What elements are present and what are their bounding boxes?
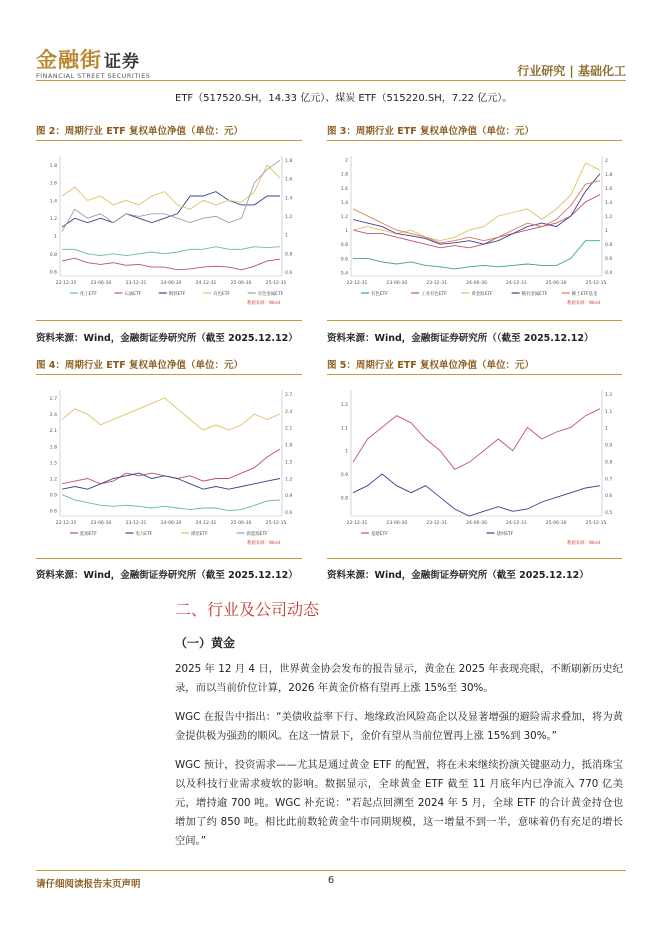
x-tick-label: 25-12-15 <box>585 521 607 526</box>
y-tick-label-left: 0.9 <box>340 473 348 478</box>
y-tick-label-left: 1.2 <box>340 215 348 220</box>
y-tick-label-right: 1 <box>605 229 608 234</box>
y-tick-label-left: 0.8 <box>340 496 348 502</box>
paragraph: 2025 年 12 月 4 日，世界黄金协会发布的报告显示，黄金在 2025 年表现亮眼，不断刷新历史纪录，而以当前价位计算，2026 年黄金价格有望再上涨 15%至 30%。 <box>175 663 623 694</box>
y-tick-label-right: 1.2 <box>285 215 293 220</box>
y-tick-label-right: 0.8 <box>605 243 613 248</box>
y-tick-label-left: 1.2 <box>49 477 57 483</box>
figure-5-caption: 图 5：周期行业 ETF 复权单位净值（单位：元） <box>327 360 534 371</box>
x-tick-label: 23-12-31 <box>426 521 448 526</box>
paragraph: WGC 预计，投资需求——尤其是通过黄金 ETF 的配置，将在未来继续扮演关键驱动力，抵消珠宝以及科技行业需求疲软的影响。数据显示，全球黄金 ETF 截至 11 月底年内已净流入 770 亿美元，增持逾 700 吨。WGC 补充说：“若起点回溯至 2024 年 5 月，全球 ETF 的合计黄金持仓也增加了约 850 吨。相比此前数轮黄金牛市同期规模，这一增量不到一半，意味着仍有充足的增长空间。” <box>175 759 623 847</box>
y-tick-label-left: 2.4 <box>49 413 57 419</box>
chart-note: 数据来源：Wind <box>567 541 600 546</box>
x-tick-label: 24-06-30 <box>160 281 182 286</box>
chart-note: 数据来源：Wind <box>247 541 280 546</box>
y-tick-label-right: 1.2 <box>285 477 293 483</box>
y-tick-label-left: 0.8 <box>340 243 348 249</box>
x-tick-label: 25-12-31 <box>265 281 287 286</box>
x-tick-label: 24-12-31 <box>505 521 527 526</box>
y-tick-label-right: 1.4 <box>285 196 293 202</box>
figure-3-source: 资料来源：Wind，金融街证券研究所（（截至 2025.12.12） <box>327 333 594 344</box>
y-tick-label-left: 1 <box>54 235 57 240</box>
x-tick-label: 25-06-30 <box>230 521 252 526</box>
y-tick-label-left: 1.6 <box>49 181 57 187</box>
legend-label: 有色ETF <box>371 292 388 297</box>
y-tick-label-left: 0.6 <box>49 270 57 276</box>
y-tick-label-right: 0.6 <box>285 271 293 276</box>
y-tick-label-right: 0.9 <box>605 443 613 449</box>
y-tick-label-left: 0.8 <box>49 252 57 258</box>
y-tick-label-right: 1.2 <box>605 393 613 398</box>
legend-label: 石油ETF <box>124 292 142 297</box>
source-rule <box>327 558 622 559</box>
y-tick-label-right: 0.9 <box>285 494 293 500</box>
y-tick-label-right: 1.6 <box>285 177 293 183</box>
y-tick-label-right: 1.5 <box>285 460 293 466</box>
company-logo <box>36 44 150 80</box>
y-tick-label-left: 1.2 <box>340 403 348 408</box>
y-tick-label-left: 1 <box>345 449 348 455</box>
y-tick-label-right: 1 <box>285 233 288 239</box>
y-tick-label-right: 1 <box>605 426 608 432</box>
figure-2-caption: 图 2：周期行业 ETF 复权单位净值（单位：元） <box>36 126 243 137</box>
y-tick-label-right: 1.8 <box>285 159 293 164</box>
figure-4-chart <box>36 382 302 546</box>
y-tick-label-left: 1.1 <box>340 426 348 432</box>
legend-label: 化工ETF <box>80 292 97 297</box>
x-tick-label: 25-12-15 <box>585 281 607 286</box>
y-tick-label-right: 0.6 <box>605 257 613 262</box>
y-tick-label-left: 0.6 <box>49 509 57 515</box>
y-tick-label-left: 1.4 <box>340 200 348 206</box>
series-line <box>353 241 600 269</box>
x-tick-label: 25-06-30 <box>545 281 567 286</box>
y-tick-label-right: 0.5 <box>605 511 613 516</box>
y-tick-label-left: 0.9 <box>49 493 57 499</box>
x-tick-label: 23-06-30 <box>386 281 408 286</box>
legend-label: 稀土ETF基金 <box>571 292 598 297</box>
y-tick-label-right: 0.4 <box>605 271 613 276</box>
figure-3-chart <box>327 148 622 306</box>
y-tick-label-right: 1.2 <box>605 215 613 220</box>
x-tick-label: 24-06-30 <box>466 281 487 286</box>
subsection-title: （一）黄金 <box>175 636 236 650</box>
y-tick-label-right: 1.8 <box>605 173 613 178</box>
legend-label: 有色ETF <box>213 292 230 297</box>
x-tick-label: 22-12-31 <box>346 281 368 286</box>
x-tick-label: 23-06-30 <box>90 521 112 526</box>
x-tick-label: 22-12-31 <box>55 521 77 526</box>
legend-label: 能源ETF <box>80 532 97 537</box>
y-tick-label-right: 2 <box>605 159 608 164</box>
series-line <box>353 181 600 243</box>
figure-4-source: 资料来源：Wind，金融街证券研究所（截至 2025.12.12） <box>36 570 298 581</box>
y-tick-label-left: 0.6 <box>340 257 348 263</box>
legend-label: 电力ETF <box>135 532 153 537</box>
legend-label: 建材ETF <box>496 532 514 537</box>
y-tick-label-left: 2 <box>345 158 348 164</box>
figure-2-source: 资料来源：Wind，金融街证券研究所（截至 2025.12.12） <box>36 333 298 344</box>
caption-rule <box>327 374 622 375</box>
y-tick-label-left: 1.8 <box>49 445 57 451</box>
x-tick-label: 24-12-31 <box>505 281 527 286</box>
x-tick-label: 24-06-30 <box>160 521 182 526</box>
y-tick-label-right: 0.8 <box>605 460 613 466</box>
legend-label: 基建ETF <box>371 532 388 537</box>
y-tick-label-right: 2.1 <box>285 426 293 432</box>
x-tick-label: 25-06-30 <box>230 281 252 286</box>
y-tick-label-right: 0.8 <box>285 252 293 258</box>
y-tick-label-right: 1.1 <box>605 409 613 415</box>
x-tick-label: 23-12-31 <box>426 281 448 286</box>
y-tick-label-right: 0.6 <box>285 511 293 516</box>
figure-5-source: 资料来源：Wind，金融街证券研究所（截至 2025.12.12） <box>327 570 589 581</box>
x-tick-label: 24-12-31 <box>195 281 217 286</box>
caption-rule <box>36 374 302 375</box>
logo-en: FINANCIAL STREET SECURITIES <box>36 73 151 80</box>
y-tick-label-left: 2.7 <box>49 397 57 403</box>
y-tick-label-left: 1.2 <box>49 217 57 223</box>
chart-note: 数据来源：Wind <box>567 301 600 306</box>
y-tick-label-left: 1.8 <box>49 163 57 169</box>
series-line <box>62 247 280 256</box>
y-tick-label-right: 2.7 <box>285 393 293 398</box>
header-divider <box>36 80 626 81</box>
page-number: 6 <box>327 875 335 886</box>
footer-disclaimer: 请仔细阅读报告末页声明 <box>36 879 141 890</box>
figure-3-caption: 图 3：周期行业 ETF 复权单位净值（单位：元） <box>327 126 534 137</box>
figure-4-caption: 图 4：周期行业 ETF 复权单位净值（单位：元） <box>36 360 243 371</box>
x-tick-label: 22-12-31 <box>55 281 77 286</box>
x-tick-label: 23-12-31 <box>125 521 147 526</box>
x-tick-label: 22-12-31 <box>346 521 368 526</box>
logo-cn: 金融街 <box>36 47 102 72</box>
series-line <box>62 398 280 430</box>
series-line <box>62 449 280 484</box>
x-tick-label: 23-06-30 <box>90 281 112 286</box>
x-tick-label: 25-12-15 <box>265 521 287 526</box>
series-line <box>62 258 280 270</box>
caption-rule <box>36 140 302 141</box>
series-line <box>353 409 600 470</box>
x-tick-label: 25-06-30 <box>545 521 567 526</box>
series-line <box>62 495 280 511</box>
y-tick-label-left: 0.4 <box>340 271 348 277</box>
paragraph: WGC 在报告中指出：“美债收益率下行、地缘政治风险高企以及显著增强的避险需求叠加，将为黄金提供极为强劲的顺风。在这一情景下，金价有望从当前位置再上涨 15%到 30%。” <box>175 711 623 742</box>
chart-note: 数据来源：Wind <box>247 301 280 306</box>
legend-label: 钢铁ETF <box>168 292 186 297</box>
source-rule <box>36 320 302 321</box>
top-paragraph: ETF（517520.SH，14.33 亿元）、煤炭 ETF（515220.SH，7.22 亿元）。 <box>175 93 513 104</box>
figure-5-chart <box>327 382 622 546</box>
series-line <box>353 474 600 516</box>
caption-rule <box>327 140 622 141</box>
header-section-label: 行业研究 | 基础化工 <box>517 64 626 78</box>
x-tick-label: 23-06-30 <box>386 521 408 526</box>
source-rule <box>36 558 302 559</box>
x-tick-label: 24-12-31 <box>195 521 217 526</box>
x-tick-label: 24-06-30 <box>466 521 487 526</box>
y-tick-label-right: 1.6 <box>605 187 613 192</box>
legend-label: 工业有色ETF <box>421 292 447 297</box>
legend-label: 稀有金属ETF <box>521 292 548 297</box>
y-tick-label-left: 1.8 <box>340 172 348 178</box>
logo-cn-suffix: 证券 <box>104 52 140 72</box>
footer-divider <box>36 870 626 871</box>
legend-label: 有色金属ETF <box>257 292 284 297</box>
legend-label: 新能源ETF <box>246 532 268 537</box>
y-tick-label-right: 1.8 <box>285 443 293 449</box>
series-line <box>353 174 600 245</box>
section-title: 二、行业及公司动态 <box>175 600 320 619</box>
y-tick-label-right: 0.7 <box>605 477 613 483</box>
y-tick-label-right: 2.4 <box>285 409 293 415</box>
y-tick-label-left: 1 <box>345 229 348 235</box>
series-line <box>353 163 600 241</box>
legend-label: 黄金股ETF <box>471 292 493 297</box>
y-tick-label-left: 1.4 <box>49 199 57 205</box>
y-tick-label-left: 2.1 <box>49 429 57 435</box>
y-tick-label-right: 1.4 <box>605 201 613 206</box>
y-tick-label-left: 1.6 <box>340 186 348 192</box>
y-tick-label-left: 1.5 <box>49 461 57 467</box>
figure-2-chart <box>36 148 302 306</box>
series-line <box>62 160 280 231</box>
y-tick-label-right: 0.6 <box>605 494 613 500</box>
source-rule <box>327 320 622 321</box>
x-tick-label: 23-12-31 <box>125 281 147 286</box>
legend-label: 煤炭ETF <box>191 532 208 537</box>
